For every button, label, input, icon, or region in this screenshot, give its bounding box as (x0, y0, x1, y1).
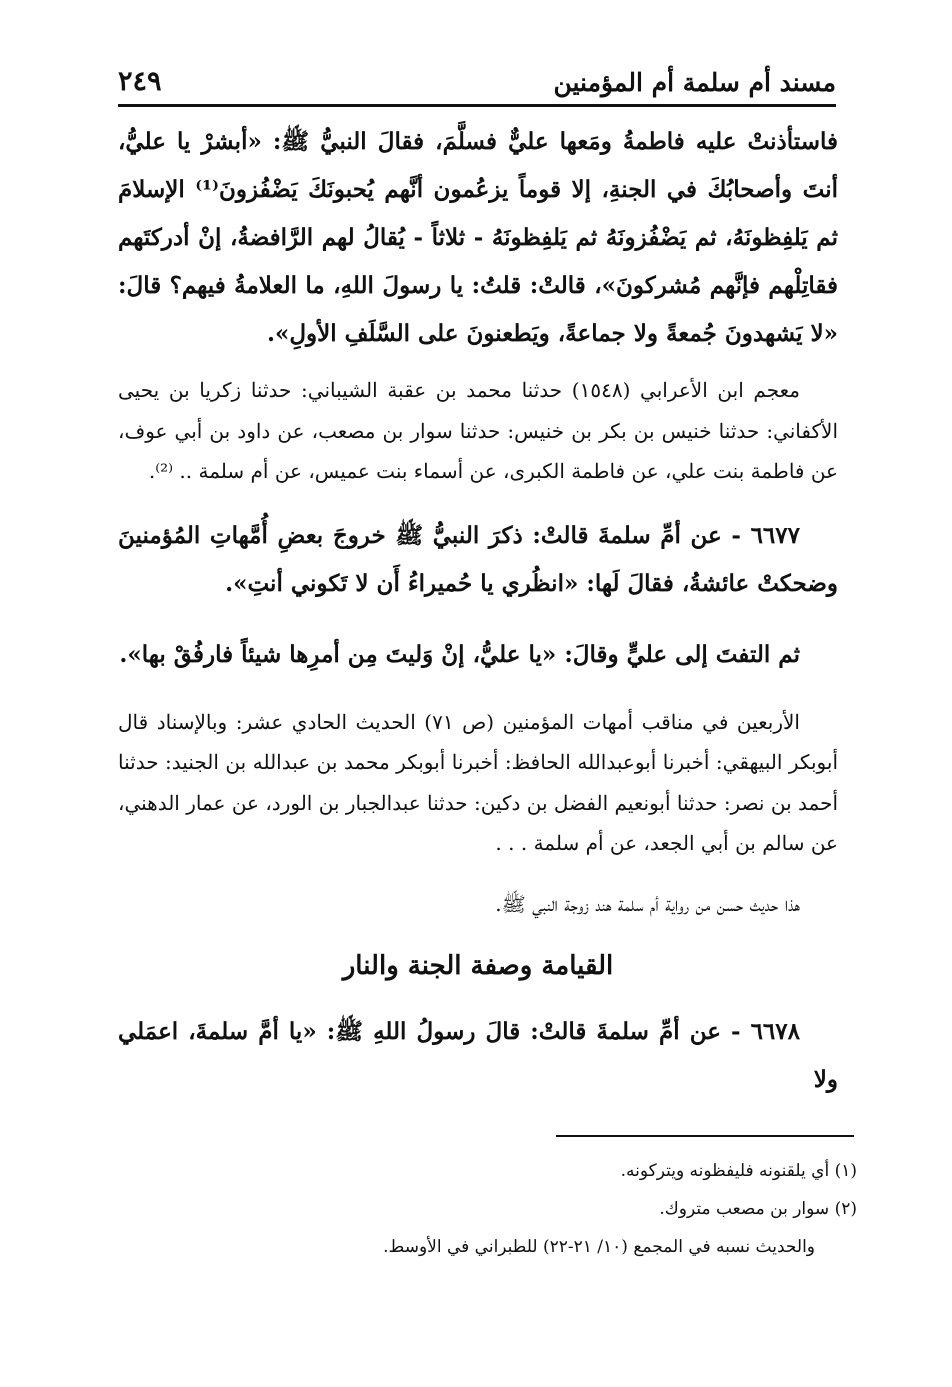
footnote-2: (٢) سوار بن مصعب متروك. (659, 1199, 857, 1219)
footnotes (157, 1152, 857, 1266)
footnote-rule (556, 1135, 854, 1137)
hadith-6678: ٦٦٧٨ - عن أمِّ سلمةَ قالتْ: قالَ رسولُ اللهِ ﷺ: «يا أمَّ سلمةَ، اعمَلي ولا (118, 1018, 838, 1093)
main-text (118, 118, 838, 1127)
running-title: مسند أم سلمة أم المؤمنين (553, 68, 836, 97)
page-number: ٢٤٩ (118, 66, 162, 97)
source-citation-1: معجم ابن الأعرابي (١٥٤٨) حدثنا محمد بن عقبة الشيباني: حدثنا زكريا بن يحيى الأكفاني: حدثنا خنيس بن بكر بن خنيس: حدثنا سوار بن مصعب، عن داود بن أبي عوف، عن فاطمة بنت علي، عن فاطمة الكبرى، عن أسماء بنت عميس، عن أم سلمة .. ⁽²⁾. (118, 378, 838, 483)
footnote-2-continuation: والحديث نسبه في المجمع (١٠/ ٢١-٢٢) للطبراني في الأوسط. (383, 1237, 815, 1257)
source-citation-2: الأربعين في مناقب أمهات المؤمنين (ص ٧١) الحديث الحادي عشر: وبالإسناد قال أبوبكر البيهقي: أخبرنا أبوعبدالله الحافظ: أخبرنا أبوبكر محمد بن عبدالله بن الجنيد: حدثنا أحمد بن نصر: حدثنا أبونعيم الفضل بن دكين: حدثنا عبدالجبار بن الورد، عن عمار الدهني، عن سالم بن أبي الجعد، عن أم سلمة . . . (118, 709, 838, 855)
footnote-1: (١) أي يلقنونه فليفظونه ويتركونه. (620, 1161, 857, 1181)
hadith-6677-continuation: ثم التفتَ إلى عليٍّ وقالَ: «يا عليُّ، إنْ وَليتَ مِن أمرِها شيئاً فارفُقْ بها». (119, 640, 800, 668)
grading-note: هذا حديث حسن من رواية أم سلمة هند زوجة النبي ﷺ. (495, 891, 800, 916)
header-rule (118, 104, 836, 107)
hadith-text-continued: فاستأذنتْ عليه فاطمةُ ومَعها عليٌّ فسلَّمَ، فقالَ النبيُّ ﷺ: «أبشرْ يا عليُّ، أنتَ وأصحابُكَ في الجنةِ، إلا قوماً يزعُمون أنَّهم يُحبونَكَ يَضْفُزونَ⁽¹⁾ الإسلامَ ثم يَلفِظونَهُ، ثم يَضْفُزونَهُ ثم يَلفِظونَهُ - ثلاثاً - يُقالُ لهم الرَّافضةُ، إنْ أدركتَهم فقاتِلْهم فإنَّهم مُشركونَ»، قالتْ: قلتُ: يا رسولَ اللهِ، ما العلامةُ فيهم؟ قالَ: «لا يَشهدونَ جُمعةً ولا جماعةً، ويَطعنونَ على السَّلَفِ الأولِ». (118, 128, 838, 347)
section-heading: القيامة وصفة الجنة والنار (342, 951, 614, 981)
running-header (118, 62, 836, 102)
hadith-6677: ٦٦٧٧ - عن أمِّ سلمةَ قالتْ: ذكرَ النبيُّ ﷺ خروجَ بعضِ أُمَّهاتِ المُؤمنينَ وضحكتْ عائشةُ، فقالَ لَها: «انظُري يا حُميراءُ أَن لا تَكوني أنتِ». (118, 521, 838, 597)
